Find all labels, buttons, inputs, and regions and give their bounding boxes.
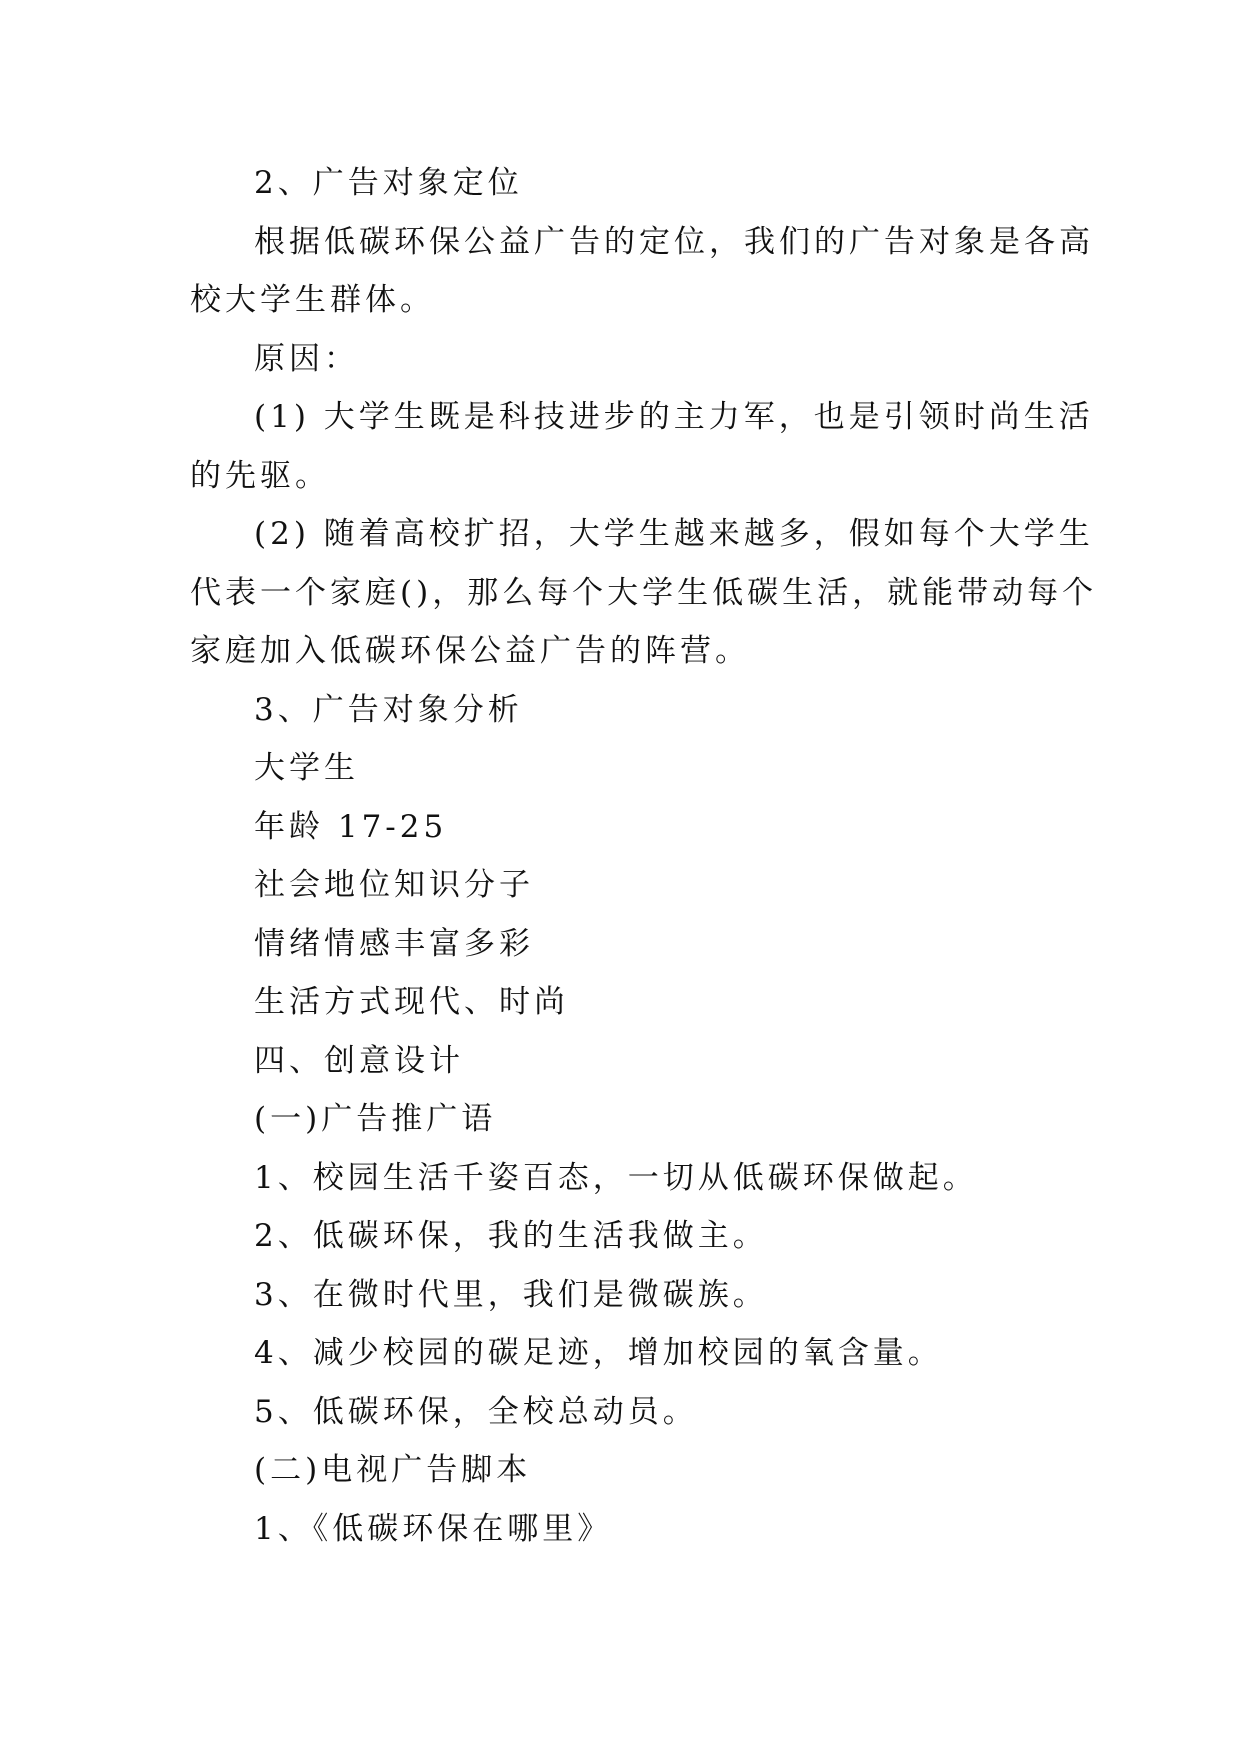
text-line: 大学生 (254, 750, 359, 786)
text-line: 4、减少校园的碳足迹，增加校园的氧含量。 (254, 1335, 943, 1371)
paragraph-reason-label (190, 330, 1050, 389)
text-line: (二)电视广告脚本 (254, 1452, 532, 1488)
paragraph-positioning-body (190, 213, 1094, 330)
paragraph-audience-age (190, 798, 1050, 857)
paragraph-audience-status (190, 856, 1050, 915)
paragraph-heading-slogans (190, 1090, 1050, 1149)
text-line: 2、低碳环保，我的生活我做主。 (254, 1218, 768, 1254)
paragraph-slogan-2 (190, 1207, 1050, 1266)
text-line: 四、创意设计 (254, 1042, 464, 1079)
document-body (190, 154, 1098, 1558)
text-line: 的先驱。 (190, 457, 330, 494)
paragraph-audience-type (190, 739, 1050, 798)
paragraph-heading-audience-analysis (190, 681, 1050, 740)
paragraph-reason-2 (190, 505, 1098, 681)
text-line: (一)广告推广语 (254, 1101, 497, 1137)
text-line: 家庭加入低碳环保公益广告的阵营。 (190, 633, 750, 669)
paragraph-slogan-3 (190, 1266, 1050, 1325)
text-line: (2) 随着高校扩招，大学生越来越多，假如每个大学生 (254, 516, 1094, 552)
text-line: 校大学生群体。 (190, 282, 435, 318)
text-line: 生活方式现代、时尚 (254, 984, 569, 1020)
text-line: 3、广告对象分析 (254, 691, 523, 728)
paragraph-heading-audience-positioning (190, 154, 1050, 213)
paragraph-audience-lifestyle (190, 973, 1050, 1032)
paragraph-slogan-5 (190, 1383, 1050, 1442)
text-line: 1、校园生活千姿百态，一切从低碳环保做起。 (254, 1159, 978, 1196)
text-line: 社会地位知识分子 (254, 867, 534, 903)
text-line: (1) 大学生既是科技进步的主力军，也是引领时尚生活 (254, 399, 1094, 435)
paragraph-script-title (190, 1500, 1050, 1559)
text-line: 5、低碳环保，全校总动员。 (254, 1393, 698, 1430)
paragraph-slogan-4 (190, 1324, 1050, 1383)
paragraph-heading-tv-script (190, 1441, 1050, 1500)
text-line: 2、广告对象定位 (254, 165, 523, 201)
text-line: 情绪情感丰富多彩 (254, 925, 534, 962)
paragraph-heading-creative-design (190, 1032, 1050, 1091)
text-line: 原因： (254, 340, 359, 377)
text-line: 根据低碳环保公益广告的定位，我们的广告对象是各高 (254, 223, 1094, 260)
text-line: 1、《低碳环保在哪里》 (254, 1510, 613, 1547)
text-line: 3、在微时代里，我们是微碳族。 (254, 1276, 768, 1313)
paragraph-reason-1 (190, 388, 1094, 505)
paragraph-slogan-1 (190, 1149, 1050, 1208)
text-line: 代表一个家庭()，那么每个大学生低碳生活，就能带动每个 (190, 574, 1098, 611)
paragraph-audience-emotion (190, 915, 1050, 974)
text-line: 年龄 17-25 (254, 808, 448, 845)
